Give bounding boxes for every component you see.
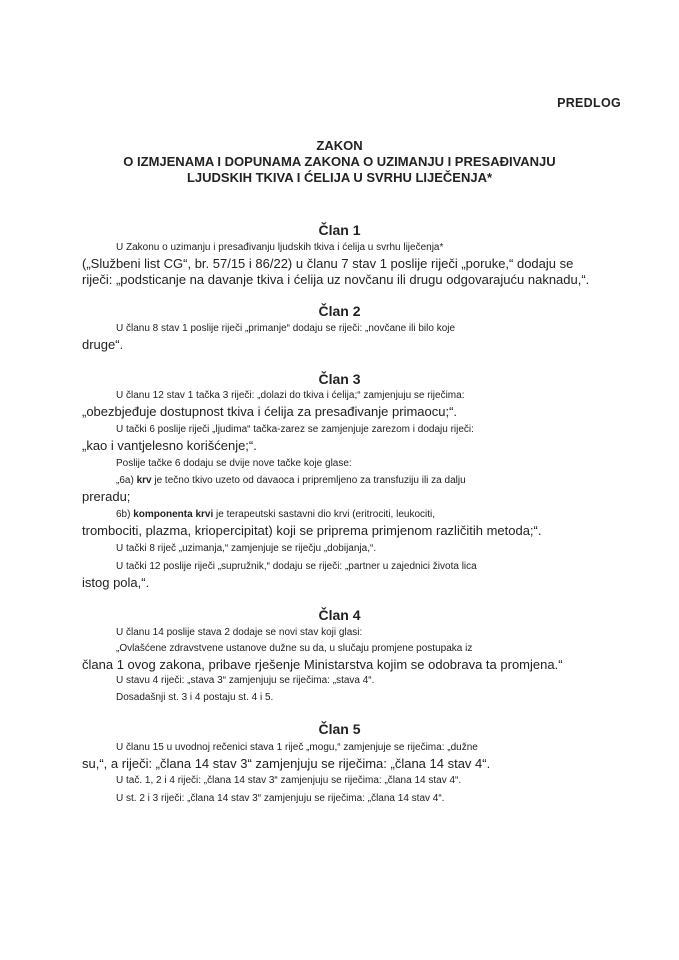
article-1-line: U Zakonu o uzimanju i presađivanju ljudskih tkiva i ćelija u svrhu liječenja* (116, 242, 444, 253)
article-3-line: U tački 8 riječ „uzimanja,“ zamjenjuje se riječju „dobijanja,“. (116, 543, 377, 554)
article-4-line: Dosadašnji st. 3 i 4 postaju st. 4 i 5. (116, 692, 274, 703)
article-3-line: preradu; (82, 489, 131, 504)
article-1-line: („Službeni list CG“, br. 57/15 i 86/22) u članu 7 stav 1 poslije riječi „poruke,“ dodaju se (82, 256, 574, 271)
article-3-line: U tački 6 poslije riječi „ljudima“ tačka-zarez se zamjenjuje zarezom i dodaju riječi: (116, 424, 474, 435)
article-3-line: U članu 12 stav 1 tačka 3 riječi: „dolazi do tkiva i ćelija;“ zamjenjuju se riječima: (116, 390, 465, 401)
law-subtitle-line1: O IZMJENAMA I DOPUNAMA ZAKONA O UZIMANJU I PRESAĐIVANJU (123, 154, 556, 169)
article-5-heading: Član 5 (318, 721, 361, 737)
law-subtitle-line2: LJUDSKIH TKIVA I ĆELIJA U SVRHU LIJEČENJA* (186, 170, 493, 185)
article-5-line: U tač. 1, 2 i 4 riječi: „člana 14 stav 3“ zamjenjuju se riječima: „člana 14 stav 4“. (116, 775, 462, 786)
article-5-line: U članu 15 u uvodnoj rečenici stava 1 riječ „mogu,“ zamjenjuje se riječima: „dužne (116, 742, 478, 753)
article-3-point-6b (82, 507, 631, 523)
law-title: ZAKON (316, 138, 363, 153)
predlog-label: PREDLOG (557, 96, 621, 110)
article-5-line: U st. 2 i 3 riječi: „člana 14 stav 3“ zamjenjuju se riječima: „člana 14 stav 4“. (116, 793, 445, 804)
point-6b-term: komponenta krvi (133, 509, 214, 520)
point-6a-text: je tečno tkivo uzeto od davaoca i pripremljeno za transfuziju ili za dalju (151, 475, 466, 486)
article-3-line: istog pola,“. (82, 575, 150, 590)
article-3-line: U tački 12 poslije riječi „supružnik,“ dodaju se riječi: „partner u zajednici života lica (116, 561, 477, 572)
point-6b-prefix: 6b) (116, 509, 134, 520)
article-3-line: trombociti, plazma, kriopercipitat) koji se priprema primjenom različitih metoda;“. (82, 523, 542, 538)
article-4-heading: Član 4 (318, 607, 361, 623)
article-3-point-6a (82, 473, 631, 489)
point-6a-term: krv (136, 475, 152, 486)
article-2-line: U članu 8 stav 1 poslije riječi „primanje“ dodaju se riječi: „novčane ili bilo koje (116, 323, 456, 334)
point-6b-text: je terapeutski sastavni dio krvi (eritrociti, leukociti, (213, 509, 436, 520)
article-1-line: riječi: „podsticanje na davanje tkiva i ćelija uz novčanu ili drugu odgovarajuću naknadu,“. (82, 272, 590, 287)
article-2-line: druge“. (82, 337, 124, 352)
article-2-heading: Član 2 (318, 303, 361, 319)
article-3-line: Poslije tačke 6 dodaju se dvije nove tačke koje glase: (116, 458, 352, 469)
point-6a-prefix: „6a) (116, 475, 137, 486)
article-3-line: „obezbjeđuje dostupnost tkiva i ćelija za presađivanje primaocu;“. (82, 404, 458, 419)
article-4-line: člana 1 ovog zakona, pribave rješenje Ministarstva kojim se odobrava ta promjena.“ (82, 657, 563, 672)
article-3-heading: Član 3 (318, 371, 361, 387)
article-4-line: U stavu 4 riječi: „stava 3“ zamjenjuju se riječima: „stava 4“. (116, 675, 375, 686)
article-5-line: su,“, a riječi: „člana 14 stav 3“ zamjenjuju se riječima: „člana 14 stav 4“. (82, 756, 491, 771)
article-4-line: „Ovlašćene zdravstvene ustanove dužne su da, u slučaju promjene postupaka iz (116, 643, 473, 654)
article-3-line: „kao i vantjelesno korišćenje;“. (82, 438, 257, 453)
article-4-line: U članu 14 poslije stava 2 dodaje se novi stav koji glasi: (116, 627, 363, 638)
article-1-heading: Član 1 (318, 222, 361, 238)
